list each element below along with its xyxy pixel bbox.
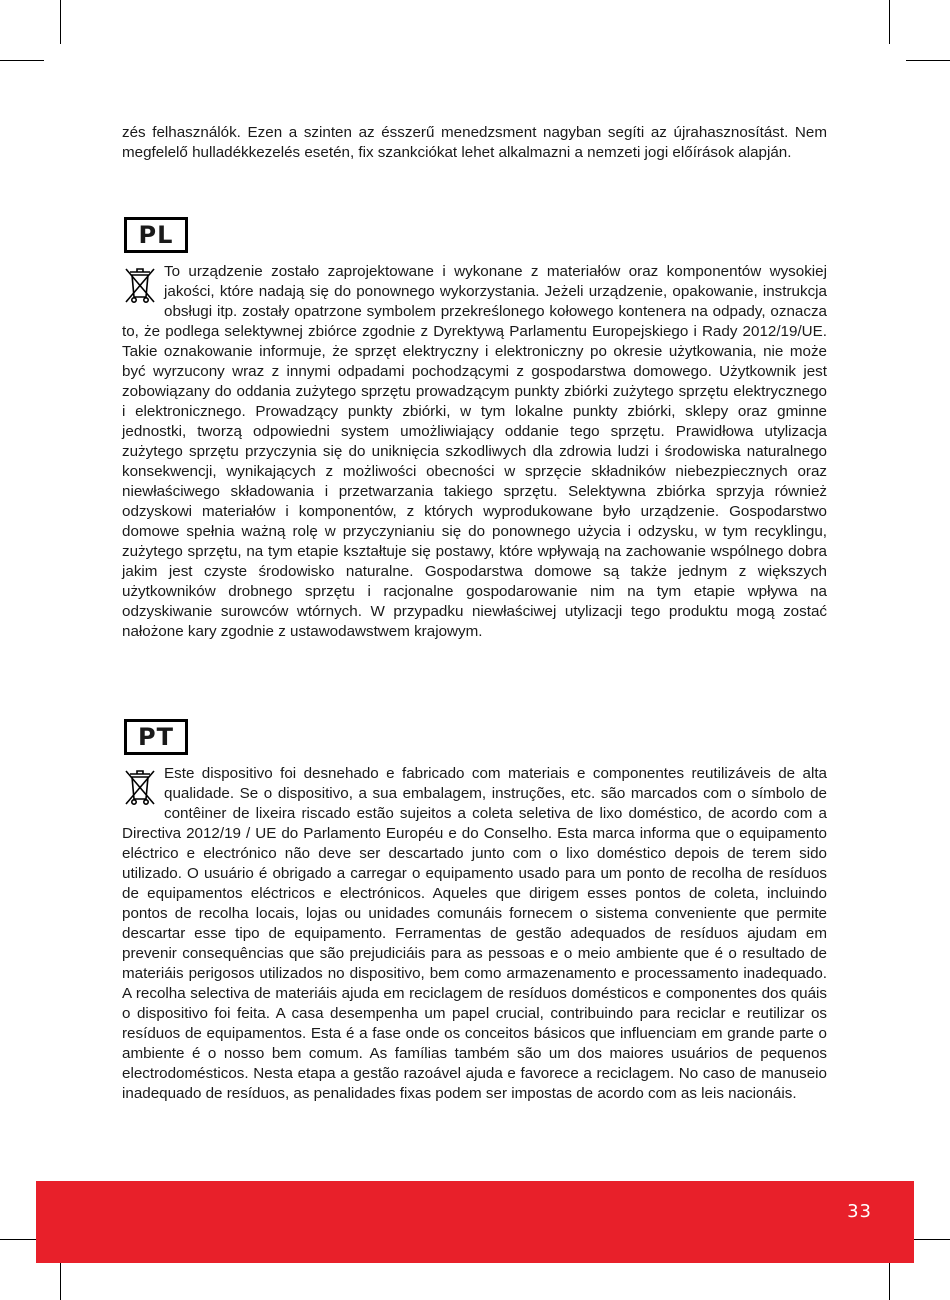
section-pt-text: Este dispositivo foi desnehado e fabricado com materiais e componentes reutilizáveis de alta qualidade. Se o dispositivo, a sua embalagem, instruções, etc. são marcados com o símbolo de contêiner de lixeira riscado estão sujeitos a coleta seletiva de lixo doméstico, de acordo com a Directiva 2012/19 / UE do Parlamento Européu e do Conselho. Esta marca informa que o equipamento eléctrico e electrónico não deve ser descartado junto com o lixo doméstico depois de terem sido utilizado. O usuário é obrigado a carregar o equipamento usado para um ponto de recolha de resíduos de equipamentos eléctricos e electrónicos. Aqueles que dirigem esses pontos de coleta, incluindo pontos de recolha locais, lojas ou unidades comunáis fornecem o sistema conveniente que permite descartar esse tipo de equipamento. Ferramentas de gestão adequados de resíduos ajudam em prevenir consequências que são prejudiciáis para as pessoas e o meio ambiente que é o resultado de materiáis perigosos utilizados no dispositivo, bem como armazenamento e processamento inadequado. A recolha selectiva de materiáis ajuda em reciclagem de resíduos domésticos e componentes dos quáis o dispositivo foi feita. A casa desempenha um papel crucial, contribuindo para reciclar e reutilizar os resíduos de equipamentos. Esta é a fase onde os conceitos básicos que influenciam em grande parte o ambiente é o nosso bem comum. As famílias também são um dos maiores usuários de pequenos electrodomésticos. Nesta etapa a gestão razoável ajuda e favorece a reciclagem. No caso de manuseio inadequado de resíduos, as penalidades fixas podem ser impostas de acordo com as leis nacionáis. xyxy=(122,765,827,1102)
language-badge-pl: PL xyxy=(124,217,188,253)
section-pl-text: To urządzenie zostało zaprojektowane i wykonane z materiałów oraz komponentów wysokiej jakości, które nadają się do ponownego wykorzystania. Jeżeli urządzenie, opakowanie, instrukcja obsługi itp. zostały opatrzone symbolem przekreślonego kołowego kontenera na odpady, oznacza to, że podlega selektywnej zbiórce zgodnie z Dyrektywą Parlamentu Europejskiego i Rady 2012/19/UE. Takie oznakowanie informuje, że sprzęt elektryczny i elektroniczny po okresie użytkowania, nie może być wyrzucony wraz z innymi odpadami pochodzącymi z gospodarstwa domowego. Użytkownik jest zobowiązany do oddania zużytego sprzętu prowadzącym punkty zbiórki zużytego sprzętu elektrycznego i elektronicznego. Prowadzący punkty zbiórki, w tym lokalne punkty zbiórki, sklepy oraz gminne jednostki, tworzą odpowiedni system umożliwiający oddanie tego sprzętu. Prawidłowa utylizacja zużytego sprzętu przyczynia się do uniknięcia szkodliwych dla zdrowia ludzi i środowiska naturalnego konsekwencji, wynikających z możliwości obecności w sprzęcie składników niebezpiecznych oraz niewłaściwego składowania i przetwarzania takiego sprzętu. Selektywna zbiórka sprzyja również odzyskowi materiałów i komponentów, z których wyprodukowane było urządzenie. Gospodarstwo domowe spełnia ważną rolę w przyczynianiu się do ponownego użycia i odzysku, w tym recyklingu, zużytego sprzętu, na tym etapie kształtuje się postawy, które wpływają na zachowanie wspólnego dobra jakim jest czyste środowisko naturalne. Gospodarstwa domowe są także jednym z większych użytkowników drobnego sprzętu i racjonalne gospodarowanie nim na tym etapie wpływa na odzyskiwanie surowców wtórnych. W przypadku niewłaściwej utylizacji tego produktu mogą zostać nałożone kary zgodnie z ustawodawstwem krajowym. xyxy=(122,263,827,640)
crop-mark xyxy=(906,60,950,61)
section-pt xyxy=(122,764,827,1104)
crop-mark xyxy=(60,0,61,44)
page-number: 33 xyxy=(847,1201,872,1222)
crossed-out-wheelie-bin-icon xyxy=(122,766,158,806)
intro-paragraph: zés felhasználók. Ezen a szinten az ésszerű menedzsment nagyban segíti az újrahasznosítást. Nem megfelelő hulladékkezelés esetén, fix szankciókat lehet alkalmazni a nemzeti jogi előírások alapján. xyxy=(122,124,827,161)
footer-band xyxy=(36,1181,914,1263)
crossed-out-wheelie-bin-icon xyxy=(122,264,158,304)
crop-mark xyxy=(0,60,44,61)
language-badge-pt: PT xyxy=(124,719,188,755)
crop-mark xyxy=(889,0,890,44)
section-pl xyxy=(122,262,827,642)
